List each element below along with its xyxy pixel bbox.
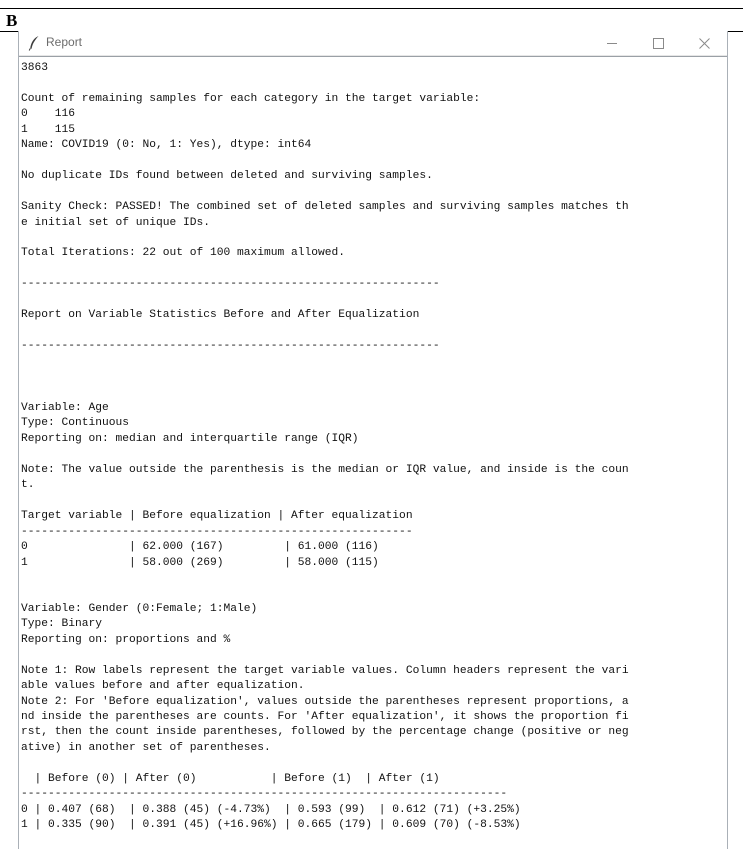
minimize-icon bbox=[607, 43, 617, 44]
window-title: Report bbox=[46, 35, 83, 49]
close-button[interactable] bbox=[681, 31, 727, 55]
report-window bbox=[18, 31, 728, 849]
close-icon bbox=[699, 38, 710, 49]
report-text-area[interactable] bbox=[19, 56, 727, 849]
report-text: 3863 Count of remaining samples for each category in the target variable: 0 116 1 115 Name: COVID19 (0: No, 1: Yes), dtype: int64 No duplicate IDs found between deleted and surviving samples. Sanity Check: PASSED! The combined set of deleted samples and surviving samples matches th e initial set of unique IDs. Total Iterations: 22 out of 100 maximum allowed. -------------------------------------------------------------- Report on Variable Statistics Before and After Equalization -------------------------------------------------------------- Variable: Age Type: Continuous Reporting on: median and interquartile range (IQR) Note: The value outside the parenthesis is the median or IQR value, and inside is the coun t. Target variable | Before equalization | After equalization ---------------------------------------------------------- 0 | 62.000 (167) | 61.000 (116) 1 | 58.000 (269) | 58.000 (115) Variable: Gender (0:Female; 1:Male) Type: Binary Reporting on: proportions and % Note 1: Row labels represent the target variable values. Column headers represent the vari able values before and after equalization. Note 2: For 'Before equalization', values outside the parentheses represent proportions, a nd inside the parentheses are counts. For 'After equalization', it shows the proportion fi rst, then the count inside parentheses, followed by the percentage change (positive or neg ative) in another set of parentheses. | Before (0) | After (0) | Before (1) | After (1) ------------------------------------------------------------------------ 0 | 0.407 (68) | 0.388 (45) (-4.73%) | 0.593 (99) | 0.612 (71) (+3.25%) 1 | 0.335 (90) | 0.391 (45) (+16.96%) | 0.665 (179) | 0.609 (70) (-8.53%) bbox=[21, 62, 629, 832]
figure-label: B bbox=[6, 11, 18, 30]
figure-top-rule bbox=[0, 8, 743, 9]
window-titlebar[interactable] bbox=[19, 31, 727, 56]
maximize-icon bbox=[653, 38, 664, 49]
feather-icon bbox=[27, 35, 41, 51]
minimize-button[interactable] bbox=[589, 31, 635, 55]
maximize-button[interactable] bbox=[635, 31, 681, 55]
